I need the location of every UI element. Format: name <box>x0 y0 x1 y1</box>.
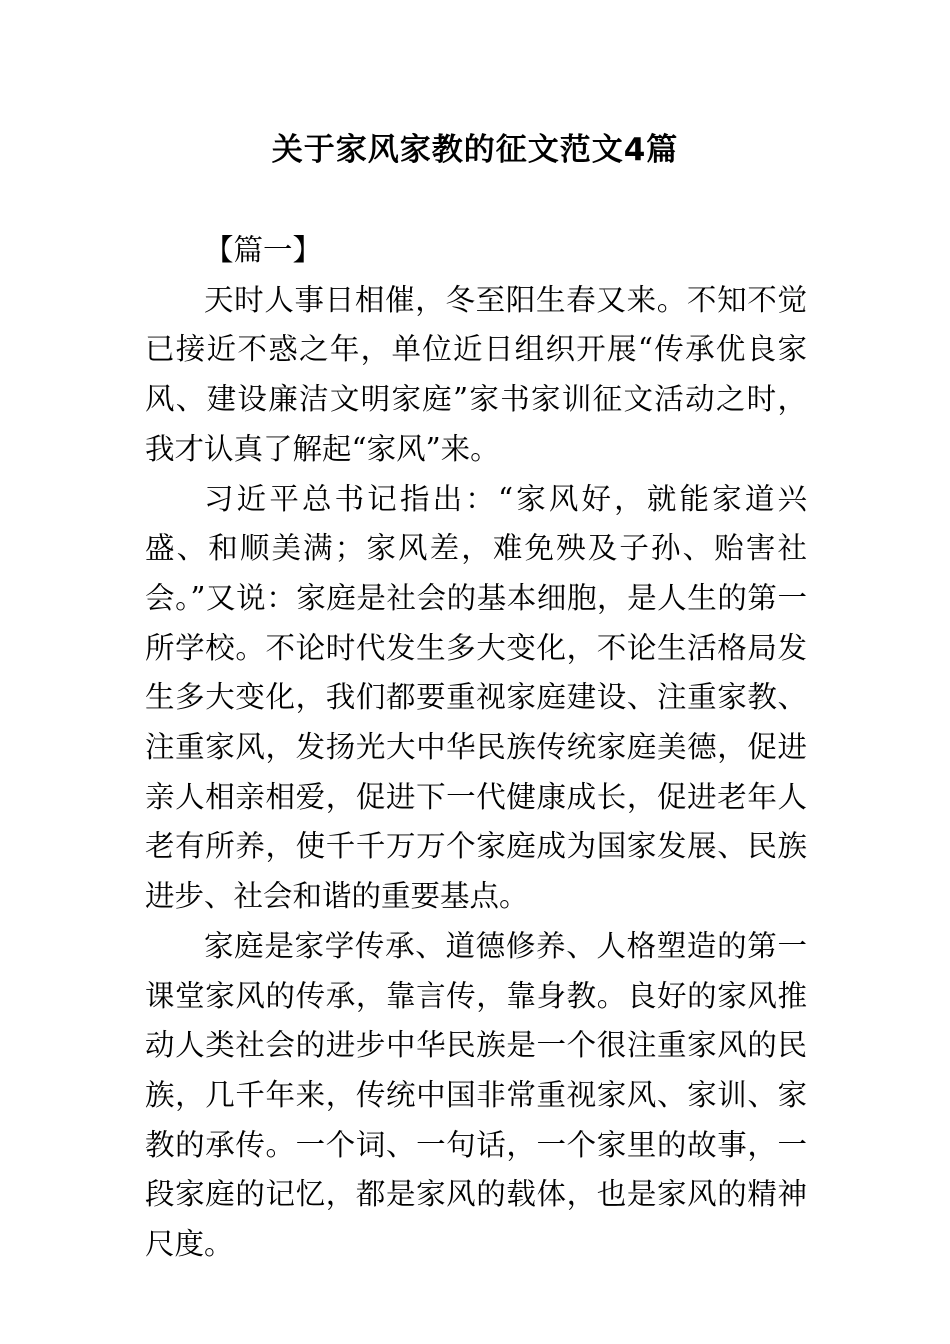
paragraph-1: 天时人事日相催，冬至阳生春又来。不知不觉已接近不惑之年，单位近日组织开展“传承优良家风、建设廉洁文明家庭”家书家训征文活动之时，我才认真了解起“家风”来。 <box>145 282 807 466</box>
document-title: 关于家风家教的征文范文4篇 <box>271 132 679 168</box>
paragraph-3: 家庭是家学传承、道德修养、人格塑造的第一课堂家风的传承，靠言传，靠身教。良好的家风推动人类社会的进步中华民族是一个很注重家风的民族，几千年来，传统中国非常重视家风、家训、家教的承传。一个词、一句话，一个家里的故事，一段家庭的记忆，都是家风的载体，也是家风的精神尺度。 <box>145 928 807 1262</box>
document-body <box>145 226 807 1270</box>
section-label: 【篇一】 <box>204 233 323 267</box>
paragraph-2: 习近平总书记指出：“家风好，就能家道兴盛、和顺美满；家风差，难免殃及子孙、贻害社会。”又说：家庭是社会的基本细胞，是人生的第一所学校。不论时代发生多大变化，不论生活格局发生多大变化，我们都要重视家庭建设、注重家教、注重家风，发扬光大中华民族传统家庭美德，促进亲人相亲相爱，促进下一代健康成长，促进老年人老有所养，使千千万万个家庭成为国家发展、民族进步、社会和谐的重要基点。 <box>145 481 807 914</box>
